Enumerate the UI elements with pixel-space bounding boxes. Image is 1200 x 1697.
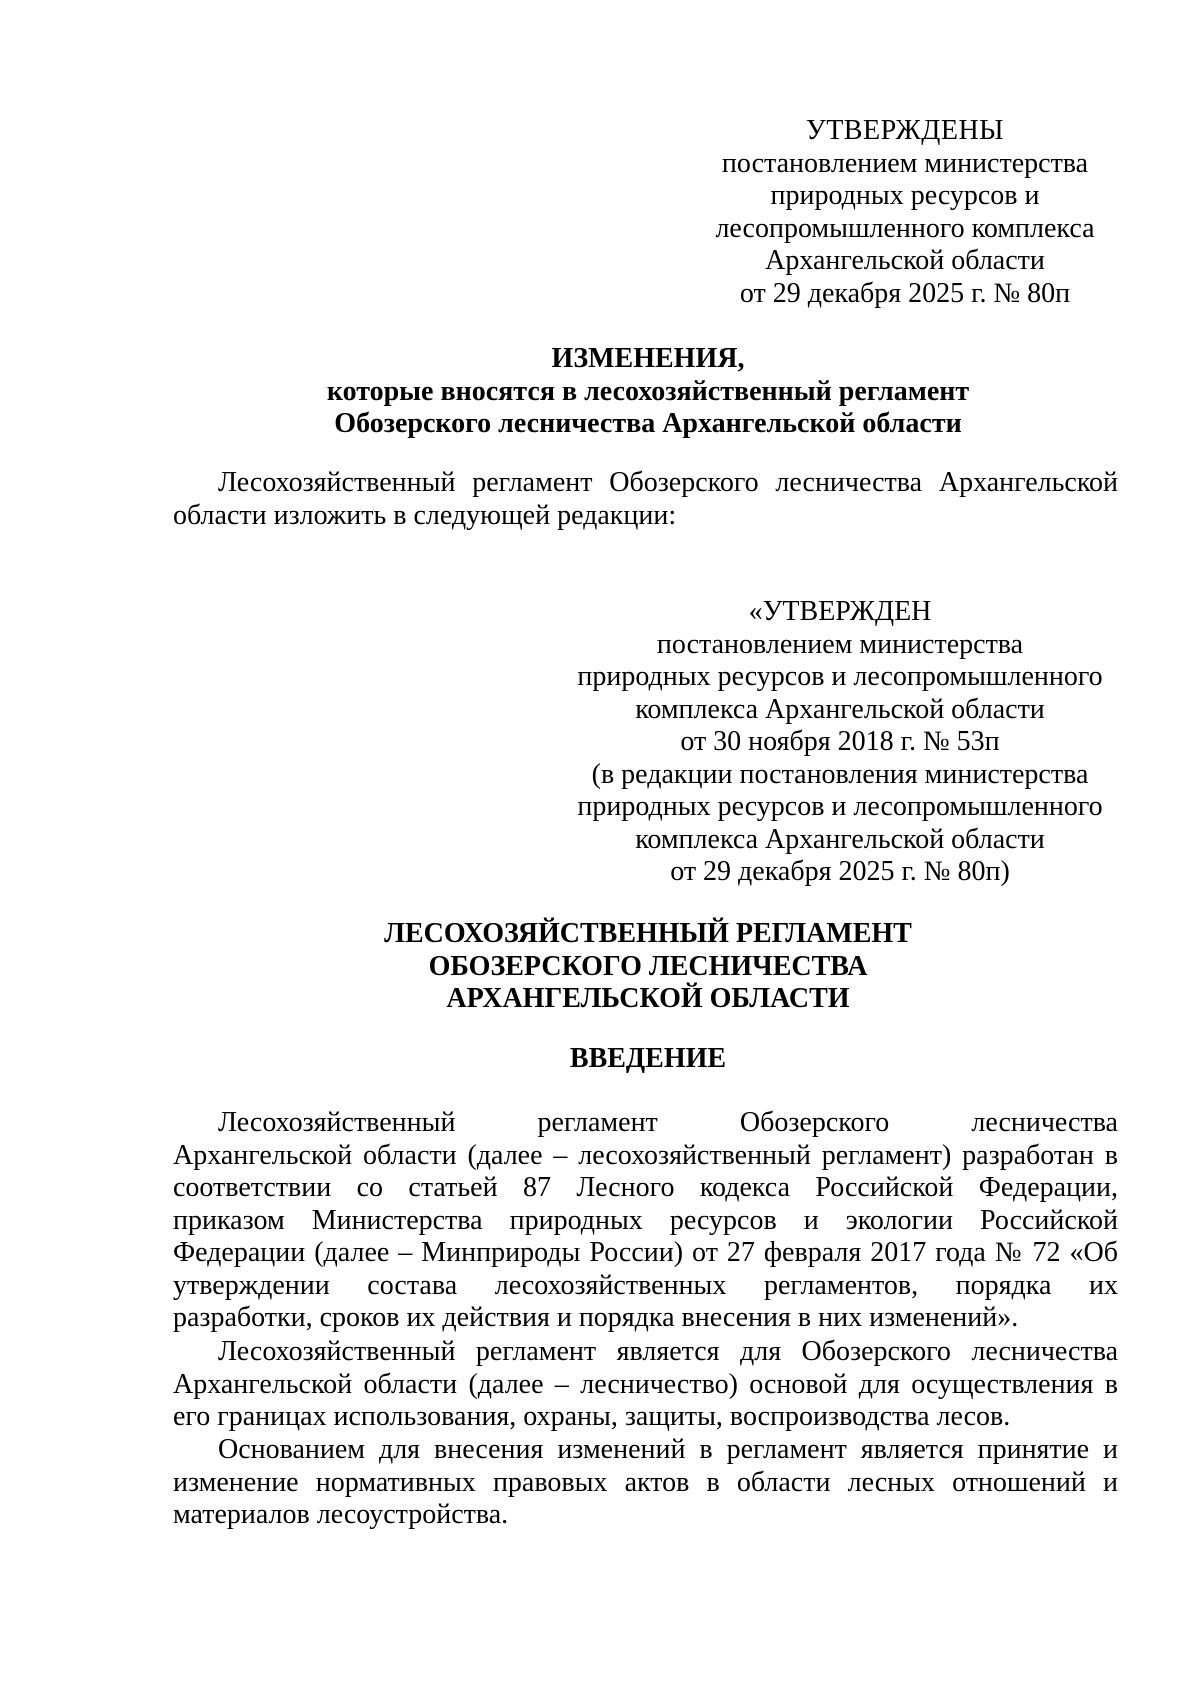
word: порядка: [955, 1269, 1052, 1301]
section-heading: ВВЕДЕНИЕ: [569, 1043, 727, 1074]
paragraph-line: [173, 1107, 1118, 1140]
approval-line: комплекса Архангельской области: [635, 693, 1045, 725]
regulation-title-line: АРХАНГЕЛЬСКОЙ ОБЛАСТИ: [446, 983, 850, 1014]
paragraph-line: области изложить в следующей редакции:: [173, 499, 677, 531]
paragraph-1: [173, 1107, 1118, 1335]
approval-line: комплекса Архангельской области: [635, 823, 1045, 855]
paragraph-line: Лесохозяйственный регламент Обозерского лесничества Архангельской: [218, 467, 1118, 498]
paragraph-line: Архангельской области (далее – лесничество) основой для осуществления в: [173, 1368, 1118, 1400]
paragraph-line: Основанием для внесения изменений в регламент является принятие и: [218, 1434, 1118, 1465]
approval-line: лесопромышленного комплекса: [715, 212, 1095, 244]
approval-line: постановлением министерства: [721, 147, 1089, 179]
paragraph-3: [173, 1434, 1118, 1532]
paragraph-line: Федерации (далее – Минприроды России) от 27 февраля 2017 года № 72 «Об: [173, 1237, 1118, 1268]
regulation-title-line: ОБОЗЕРСКОГО ЛЕСНИЧЕСТВА: [428, 950, 868, 982]
approval-line: природных ресурсов и лесопромышленного: [577, 791, 1103, 822]
approval-date-line: от 30 ноября 2018 г. № 53п: [680, 726, 1000, 757]
word: лесничества: [971, 1107, 1118, 1138]
paragraph-line: материалов лесоустройства.: [173, 1499, 509, 1530]
changes-subheading: которые вносятся в лесохозяйственный регламент: [326, 375, 970, 407]
approval-line: (в редакции постановления министерства: [591, 758, 1089, 790]
changes-subheading: Обозерского лесничества Архангельской области: [334, 408, 962, 439]
changes-heading: ИЗМЕНЕНИЯ,: [551, 343, 745, 374]
approval-heading: УТВЕРЖДЕНЫ: [805, 115, 1005, 146]
word: Обозерского: [739, 1107, 890, 1138]
intro-paragraph: [173, 467, 1118, 532]
word: состава: [367, 1269, 458, 1301]
approval-stamp-second: [560, 596, 1120, 889]
approval-heading: «УТВЕРЖДЕН: [748, 596, 932, 627]
regulation-title: [250, 918, 1046, 1016]
word: лесохозяйственных: [494, 1269, 727, 1301]
word: регламент: [537, 1107, 658, 1138]
paragraph-line: изменение нормативных правовых актов в области лесных отношений и: [173, 1466, 1118, 1498]
approval-date-line: от 29 декабря 2025 г. № 80п: [739, 277, 1071, 309]
approval-date-line: от 29 декабря 2025 г. № 80п): [670, 856, 1010, 887]
approval-line: природных ресурсов и лесопромышленного: [577, 661, 1103, 692]
paragraph-line: разработки, сроков их действия и порядка внесения в них изменений».: [173, 1302, 1019, 1333]
paragraph-line: соответствии со статьей 87 Лесного кодекса Российской Федерации,: [173, 1172, 1118, 1203]
paragraph-line: Лесохозяйственный регламент является для Обозерского лесничества: [218, 1336, 1118, 1367]
approval-line: Архангельской области: [765, 245, 1045, 276]
approval-line: природных ресурсов и: [770, 180, 1040, 211]
paragraph-line: [173, 1270, 1118, 1303]
word: Лесохозяйственный: [218, 1107, 456, 1138]
word: их: [1088, 1269, 1118, 1301]
paragraph-line: Архангельской области (далее – лесохозяйственный регламент) разработан в: [173, 1139, 1118, 1171]
word: утверждении: [173, 1269, 330, 1301]
paragraph-line: приказом Министерства природных ресурсов и экологии Российской: [173, 1204, 1118, 1236]
changes-title: [250, 343, 1046, 441]
paragraph-2: [173, 1336, 1118, 1434]
paragraph-line: его границах использования, охраны, защиты, воспроизводства лесов.: [173, 1401, 1011, 1432]
approval-line: постановлением министерства: [656, 628, 1024, 660]
word: регламентов,: [763, 1269, 919, 1301]
introduction-heading: [250, 1043, 1046, 1076]
approval-stamp-top: [680, 115, 1130, 310]
regulation-title-line: ЛЕСОХОЗЯЙСТВЕННЫЙ РЕГЛАМЕНТ: [384, 918, 912, 949]
